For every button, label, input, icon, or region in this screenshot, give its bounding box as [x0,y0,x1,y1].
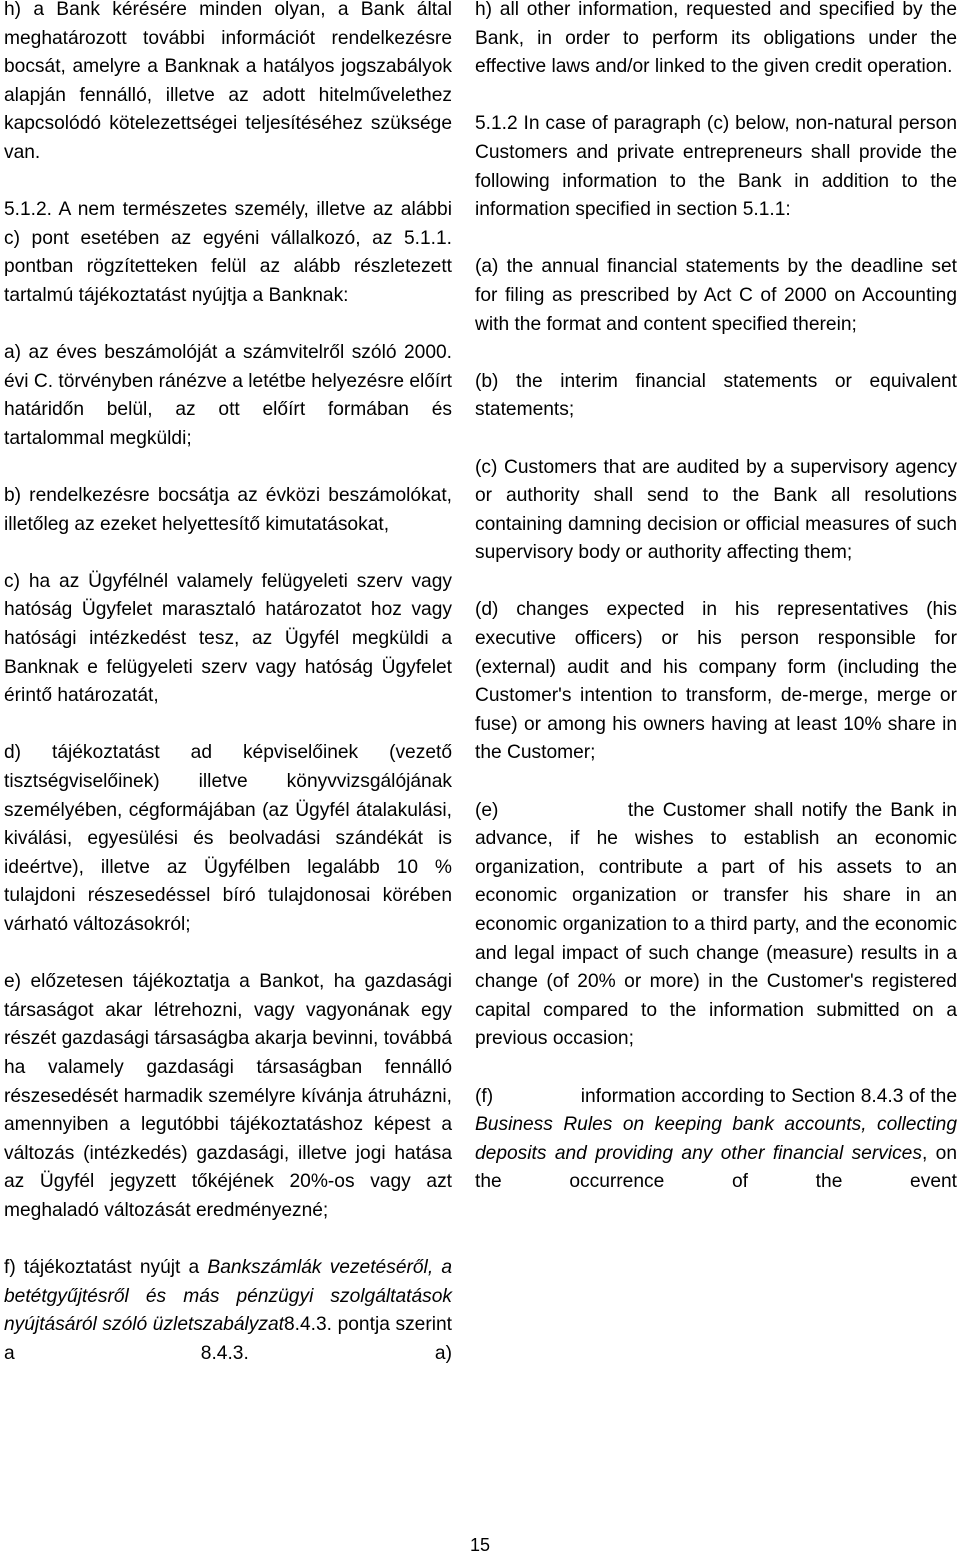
text-run: (b) the interim financial statements or equivalent statements; [475,370,957,421]
paragraph-d_hu [4,739,452,939]
paragraph-s512_hu [4,196,452,310]
paragraph-c_en [475,454,957,568]
paragraph-s512_en [475,110,957,224]
text-run: (c) Customers that are audited by a supervisory agency or authority shall send to the Bank all resolutions containing damning decision or official measures of such supervisory body or authority affecting them; [475,456,957,564]
paragraph-gap [475,768,957,797]
text-run: (a) the annual financial statements by the deadline set for filing as prescribed by Act C of 2000 on Accounting with the format and content specified therein; [475,256,957,335]
text-run: 8.4.3. pontja szerint a 8.4.3. a) [4,1314,452,1364]
italic-text: Business Rules on keeping bank accounts, collecting deposits and providing any other financial services [475,1114,957,1164]
text-run: 5.1.2. A nem természetes személy, illetve az alábbi c) pont esetében az egyéni vállalkozó, az 5.1.1. pontban rögzítetteken felül az alább részletezett tartalmú tájékoztatást nyújtja a Banknak: [4,199,452,306]
text-run: f) tájékoztatást nyújt a [4,1257,208,1279]
paragraph-b_hu [4,482,452,539]
paragraph-gap [4,1226,452,1255]
hungarian-column [4,0,452,1369]
paragraph-f_en [475,1083,957,1197]
text-run: b) rendelkezésre bocsátja az évközi beszámolókat, illetőleg az ezeket helyettesítő kimutatásokat, [4,485,452,535]
text-run: c) ha az Ügyfélnél valamely felügyeleti szerv vagy hatóság Ügyfelet marasztaló határozatot hoz vagy hatósági intézkedést tesz, az Ügyfél megküldi a Banknak e felügyeleti szerv vagy hatóság Ügyfelet érintő határozatát, [4,570,452,707]
paragraph-gap [475,425,957,454]
paragraph-gap [4,711,452,740]
paragraph-f_hu [4,1254,452,1368]
paragraph-gap [475,1054,957,1083]
paragraph-gap [475,225,957,254]
text-run: (d) changes expected in his representatives (his executive officers) or his person responsible for (external) audit and his company form (including the Customer's intention to transform, de-merge, merge or fuse) or among his owners having at least 10% share in the Customer; [475,599,957,764]
text-run: (f) information according to Section 8.4.3 of the [475,1085,957,1107]
text-run: h) a Bank kérésére minden olyan, a Bank által meghatározott további információt rendelkezésre bocsát, amelyre a Banknak a hatályos jogszabályok alapján fennálló, illetve az adott hitelművelethez kapcsolódó kötelezettségei teljesítéséhez szüksége van. [4,0,452,163]
paragraph-e_hu [4,968,452,1225]
paragraph-gap [475,568,957,597]
paragraph-c_hu [4,568,452,711]
text-run: , on the occurrence of the event [475,1142,957,1193]
text-run: (e) the Customer shall notify the Bank in advance, if he wishes to establish an economic organization, contribute a part of his assets to an economic organization or transfer his share in an economic organization to a third party, and the economic and legal impact of such change (measure) results in a change (of 20% or more) in the Customer's registered capital compared to the information submitted on a previous occasion; [475,799,957,1050]
paragraph-h_en [475,0,957,82]
text-run: e) előzetesen tájékoztatja a Bankot, ha gazdasági társaságot akar létrehozni, vagy vagyonának egy részét gazdasági társaságba akarja bevinni, továbbá ha valamely gazdasági társaságban fennálló részesedését harmadik személyre kívánja átruházni, amennyiben a legutóbbi tájékoztatáshoz képest a változás (intézkedés) gazdasági, illetve jogi hatása az Ügyfél jegyzett tőkéjének 20%-os vagy azt meghaladó változását eredményezné; [4,971,452,1221]
paragraph-gap [4,454,452,483]
text-run: d) tájékoztatást ad képviselőinek (vezető tisztségviselőinek) illetve könyvvizsgálójának személyében, cégformájában (az Ügyfél átalakulási, kiválási, egyesülési és beolvadási szándékát is ideértve), illetve az Ügyfélben legalább 10 % tulajdoni részesedéssel bíró tulajdonosai körében várható változásokról; [4,742,452,935]
paragraph-b_en [475,368,957,425]
english-column [475,0,957,1197]
italic-text: Bankszámlák vezetéséről, a betétgyűjtésről és más pénzügyi szolgáltatások nyújtásáról szóló üzletszabályzat [4,1257,453,1336]
page-number: 15 [469,1535,491,1555]
paragraph-gap [475,339,957,368]
paragraph-a_en [475,253,957,339]
paragraph-gap [4,311,452,340]
paragraph-gap [475,82,957,111]
text-run: h) all other information, requested and specified by the Bank, in order to perform its obligations under the effective laws and/or linked to the given credit operation. [475,0,957,78]
paragraph-gap [4,539,452,568]
paragraph-h_hu [4,0,452,168]
paragraph-e_en [475,797,957,1054]
paragraph-d_en [475,596,957,768]
paragraph-gap [4,940,452,969]
paragraph-a_hu [4,339,452,453]
text-run: 5.1.2 In case of paragraph (c) below, non-natural person Customers and private entrepreneurs shall provide the following information to the Bank in addition to the information specified in section 5.1.1: [475,113,957,221]
text-run: a) az éves beszámolóját a számvitelről szóló 2000. évi C. törvényben ránézve a letétbe helyezésre előírt határidőn belül, az ott előírt formában és tartalommal megküldi; [4,342,452,449]
paragraph-gap [4,168,452,197]
